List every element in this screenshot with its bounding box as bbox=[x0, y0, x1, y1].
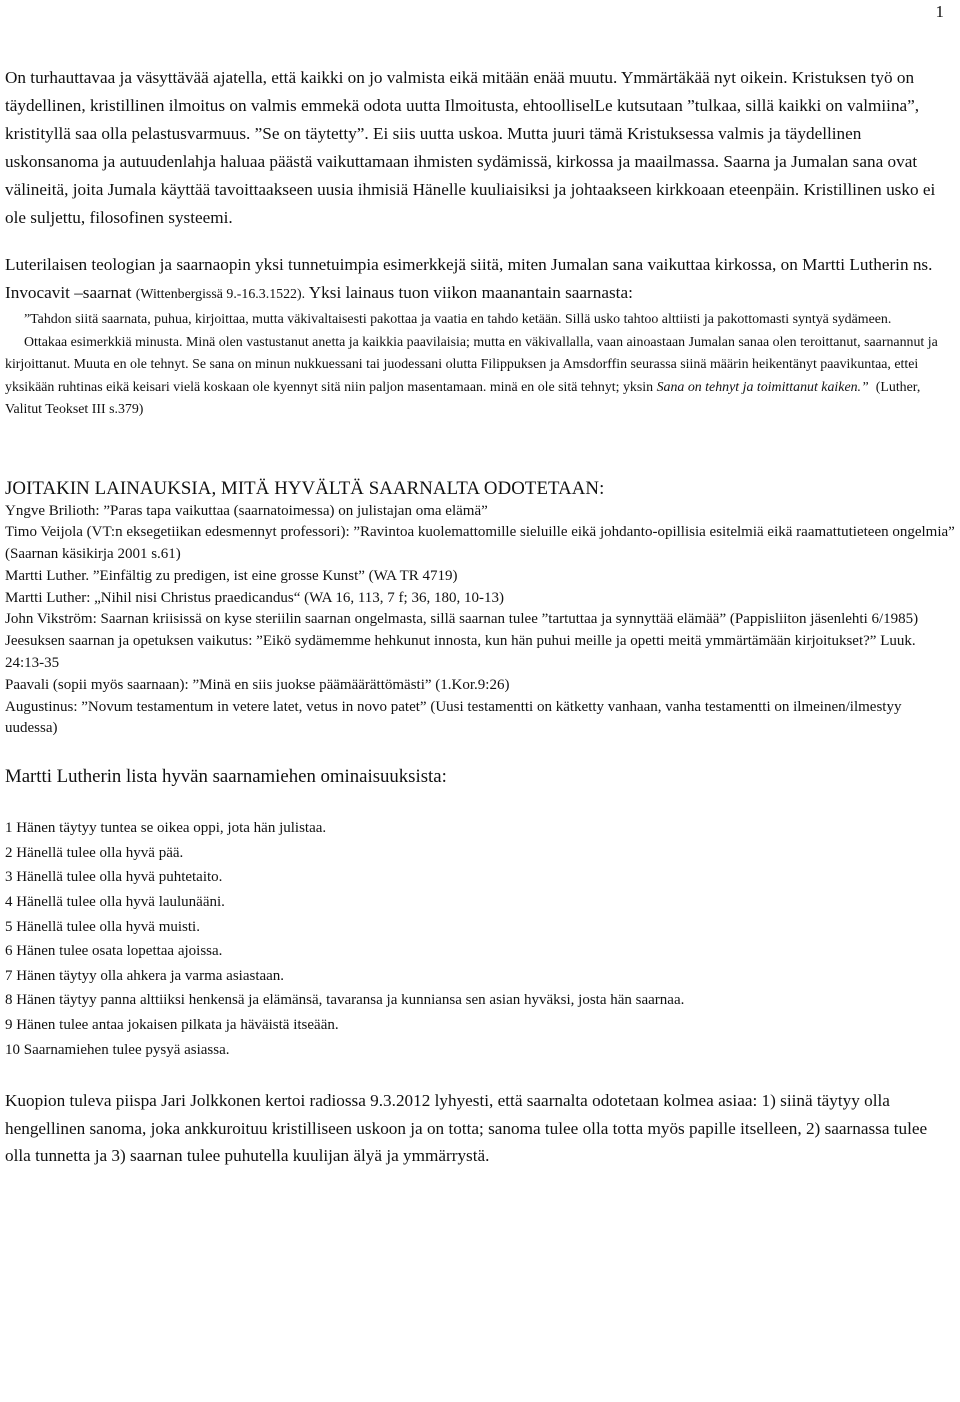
quote-entry: Yngve Brilioth: ”Paras tapa vaikuttaa (saarnatoimessa) on julistajan oma elämä” bbox=[5, 502, 488, 519]
list-item: 5 Hänellä tulee olla hyvä muisti. bbox=[5, 918, 200, 935]
list-item: 1 Hänen täytyy tuntea se oikea oppi, jota hän julistaa. bbox=[5, 820, 327, 837]
intro-text-2: Mutta juuri tämä Kristuksessa valmis ja täydellinen uskonsanoma ja autuudenlahja haluaa päästä vaikuttamaan ihmisten sydämissä, kirkossa ja maailmassa. Saarna ja Jumalan sana ovat välineitä, joita Jumala käyttää tavoittaakseen uusia ihmisiä Hänelle kuuliaisiksi ja johtaakseen kirkkoaan eteenpäin. Kristillinen usko ei ole suljettu, filosofinen systeemi. bbox=[5, 124, 936, 227]
list-item: 4 Hänellä tulee olla hyvä laulunääni. bbox=[5, 894, 225, 911]
list-item: 7 Hänen täytyy olla ahkera ja varma asiastaan. bbox=[5, 967, 285, 984]
luther-quote bbox=[5, 309, 955, 422]
quote-entry: Timo Veijola (VT:n eksegetiikan edesmennyt professori): ”Ravintoa kuolemattomille sieluille eikä johdanto-opillisia esitelmiä eikä raamattutieteen ongelmia” (Saarnan käsikirja 2001 s.61) bbox=[5, 524, 955, 563]
quote-entry: Martti Luther: „Nihil nisi Christus praedicandus“ (WA 16, 113, 7 f; 36, 180, 10-13) bbox=[5, 589, 504, 606]
list-title: Martti Lutherin lista hyvän saarnamiehen ominaisuuksista: bbox=[5, 766, 447, 788]
quote-line-2-text: Ottakaa esimerkkiä minusta. Minä olen vastustanut anetta ja kaikkia paavilaisia; mutta en väkivallalla, vaan ainoastaan Jumalan sanaa olen teroittanut, saarnannut ja kirjoittanut. Muuta en ole tehnyt. Se sana on minun nukkuessani tai juodessani olutta Filippuksen ja Amsdorffin seurassa siinä määrin heikentänyt paavikuntaa, ettei yksikään ruhtinas eikä keisari vielä koskaan ole kyennyt sitä niin paljon masentamaan. minä en ole sitä tehnyt; yksin bbox=[5, 334, 938, 395]
quotes-list bbox=[5, 501, 955, 741]
list-item: 3 Hänellä tulee olla hyvä puhtetaito. bbox=[5, 869, 223, 886]
quote-entry: Martti Luther. ”Einfältig zu predigen, ist eine grosse Kunst” (WA TR 4719) bbox=[5, 567, 458, 584]
intro-text-1: On turhauttavaa ja väsyttävää ajatella, että kaikki on jo valmista eikä mitään enää muutu. Ymmärtäkää nyt oikein. Kristuksen työ on täydellinen, kristillinen ilmoitus on valmis emmekä odota uutta Ilmoitusta, ehtoolliselLe kutsutaan ”tulkaa, sillä kaikki on valmiina”, kristityllä saa olla pelastusvarmuus. ”Se on täytetty”. Ei siis uutta uskoa. bbox=[5, 68, 920, 143]
section-title: JOITAKIN LAINAUKSIA, MITÄ HYVÄLTÄ SAARNALTA ODOTETAAN: bbox=[5, 477, 605, 499]
list-item: 2 Hänellä tulee olla hyvä pää. bbox=[5, 844, 184, 861]
quote-source: (Luther, Valitut Teokset III s.379) bbox=[5, 379, 921, 417]
quote-italic: Sana on tehnyt ja toimittanut kaiken.” bbox=[656, 379, 869, 395]
document-body bbox=[5, 64, 955, 1170]
quote-entry: Paavali (sopii myös saarnaan): ”Minä en siis juokse päämäärättömästi” (1.Kor.9:26) bbox=[5, 676, 510, 693]
list-item: 9 Hänen tulee antaa jokaisen pilkata ja häväistä itseään. bbox=[5, 1017, 339, 1034]
luther-intro-text-2: Yksi lainaus tuon viikon maanantain saarnasta: bbox=[308, 283, 633, 302]
luther-intro-text-1: Luterilaisen teologian ja saarnaopin yksi tunnetuimpia esimerkkejä siitä, miten Jumalan sana vaikuttaa kirkossa, on Martti Lutherin ns. Invocavit –saarnat bbox=[5, 255, 933, 302]
invocavit-reference: (Wittenbergissä 9.-16.3.1522). bbox=[135, 287, 306, 302]
quote-line-2 bbox=[5, 332, 955, 422]
intro-paragraph bbox=[5, 64, 955, 232]
quote-entry: John Vikström: Saarnan kriisissä on kyse steriilin saarnan ongelmasta, sillä saarnan tulee ”tartuttaa ja synnyttää elämää” (Pappisliiton jäsenlehti 6/1985) bbox=[5, 611, 919, 628]
closing-paragraph: Kuopion tuleva piispa Jari Jolkkonen kertoi radiossa 9.3.2012 lyhyesti, että saarnalta odotetaan kolmea asiaa: 1) siinä täytyy olla hengellinen sanoma, joka ankkuroituu kristilliseen uskoon ja on totta; sanoma tulee olla totta myös papille itselleen, 2) saarnassa tulee olla tunnetta ja 3) saarnan tulee puhutella kuulijan älyä ja ymmärrystä. bbox=[5, 1091, 928, 1166]
quote-entry: Jeesuksen saarnan ja opetuksen vaikutus: ”Eikö sydämemme hehkunut innosta, kun hän puhui meille ja opetti meitä ymmärtämään kirjoitukset?” Luuk. 24:13-35 bbox=[5, 633, 916, 672]
list-item: 8 Hänen täytyy panna alttiiksi henkensä ja elämänsä, tavaransa ja kunniansa sen asian hyväksi, josta hän saarnaa. bbox=[5, 992, 685, 1009]
list-item: 6 Hänen tulee osata lopettaa ajoissa. bbox=[5, 943, 223, 960]
preacher-qualities-list bbox=[5, 816, 955, 1062]
quote-entry: Augustinus: ”Novum testamentum in vetere latet, vetus in novo patet” (Uusi testamentti on kätketty vanhaan, vanha testamentti on ilmeinen/ilmestyy uudessa) bbox=[5, 698, 902, 737]
list-item: 10 Saarnamiehen tulee pysyä asiassa. bbox=[5, 1041, 230, 1058]
quote-line-1: ”Tahdon siitä saarnata, puhua, kirjoittaa, mutta väkivaltaisesti pakottaa ja vaatia en tahdo ketään. Sillä usko tahtoo alttiisti ja pakottomasti syntyä sydämeen. bbox=[24, 312, 892, 327]
page-number: 1 bbox=[935, 2, 944, 21]
luther-intro-paragraph bbox=[5, 251, 955, 309]
